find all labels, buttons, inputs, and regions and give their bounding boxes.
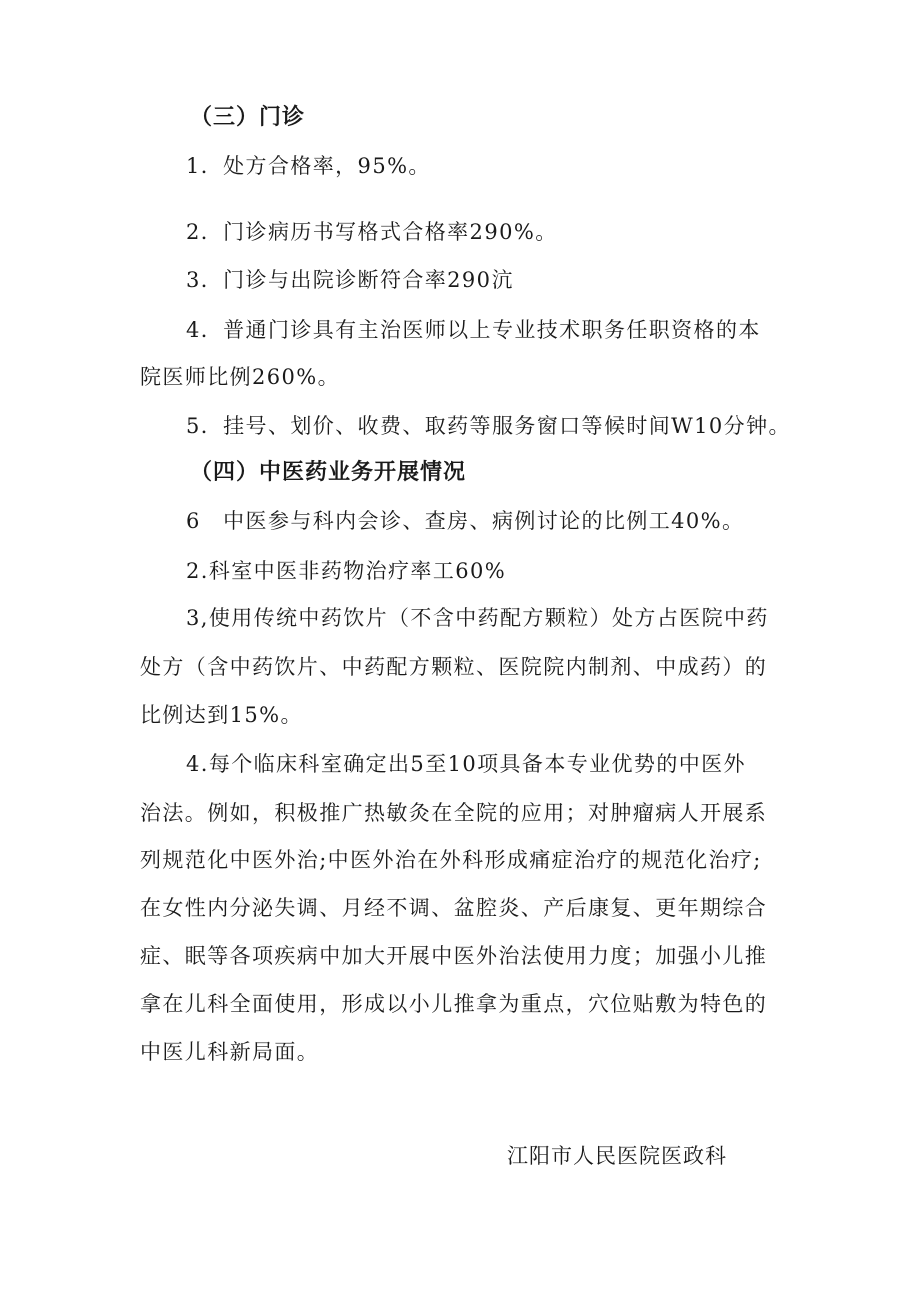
tcm-item-3-line-1: 3,使用传统中药饮片（不含中药配方颗粒）处方占医院中药: [186, 606, 769, 630]
tcm-item-4-line-5: 症、眠等各项疾病中加大开展中医外治法使用力度；加强小儿推: [140, 944, 768, 968]
tcm-item-3-line-3: 比例达到15%。: [140, 703, 303, 727]
outpatient-item-1: 1．处方合格率，95%。: [186, 154, 431, 178]
tcm-item-4-line-7: 中医儿科新局面。: [140, 1040, 320, 1064]
outpatient-item-3: 3．门诊与出院诊断符合率290沆: [186, 268, 514, 292]
outpatient-item-4-line-2: 院医师比例260%。: [140, 365, 341, 389]
tcm-item-4-line-1: 4.每个临床科室确定出5至10项具备本专业优势的中医外: [186, 752, 746, 776]
outpatient-item-2: 2．门诊病历书写格式合格率290%。: [186, 220, 558, 244]
tcm-item-3-line-2: 处方（含中药饮片、中药配方颗粒、医院院内制剂、中成药）的: [140, 655, 768, 679]
tcm-item-1: 6 中医参与科内会诊、查房、病例讨论的比例工40%。: [186, 509, 745, 533]
tcm-item-4-line-6: 拿在儿科全面使用，形成以小儿推拿为重点，穴位贴敷为特色的: [140, 992, 768, 1016]
tcm-item-2: 2.科室中医非药物治疗率工60%: [186, 559, 507, 583]
tcm-item-4-line-2: 治法。例如，积极推广热敏灸在全院的应用；对肿瘤病人开展系: [140, 801, 768, 825]
tcm-item-4-line-4: 在女性内分泌失调、月经不调、盆腔炎、产后康复、更年期综合: [140, 896, 768, 920]
outpatient-item-4-line-1: 4．普通门诊具有主治医师以上专业技术职务任职资格的本: [186, 318, 761, 342]
tcm-item-4-line-3: 列规范化中医外治;中医外治在外科形成痛症治疗的规范化治疗;: [140, 848, 762, 872]
section-heading-tcm: （四）中医药业务开展情况: [190, 460, 467, 485]
signature-department: 江阳市人民医院医政科: [507, 1144, 727, 1168]
outpatient-item-5: 5．挂号、划价、收费、取药等服务窗口等候时间W10分钟。: [186, 414, 791, 438]
section-heading-outpatient: （三）门诊: [190, 105, 306, 130]
